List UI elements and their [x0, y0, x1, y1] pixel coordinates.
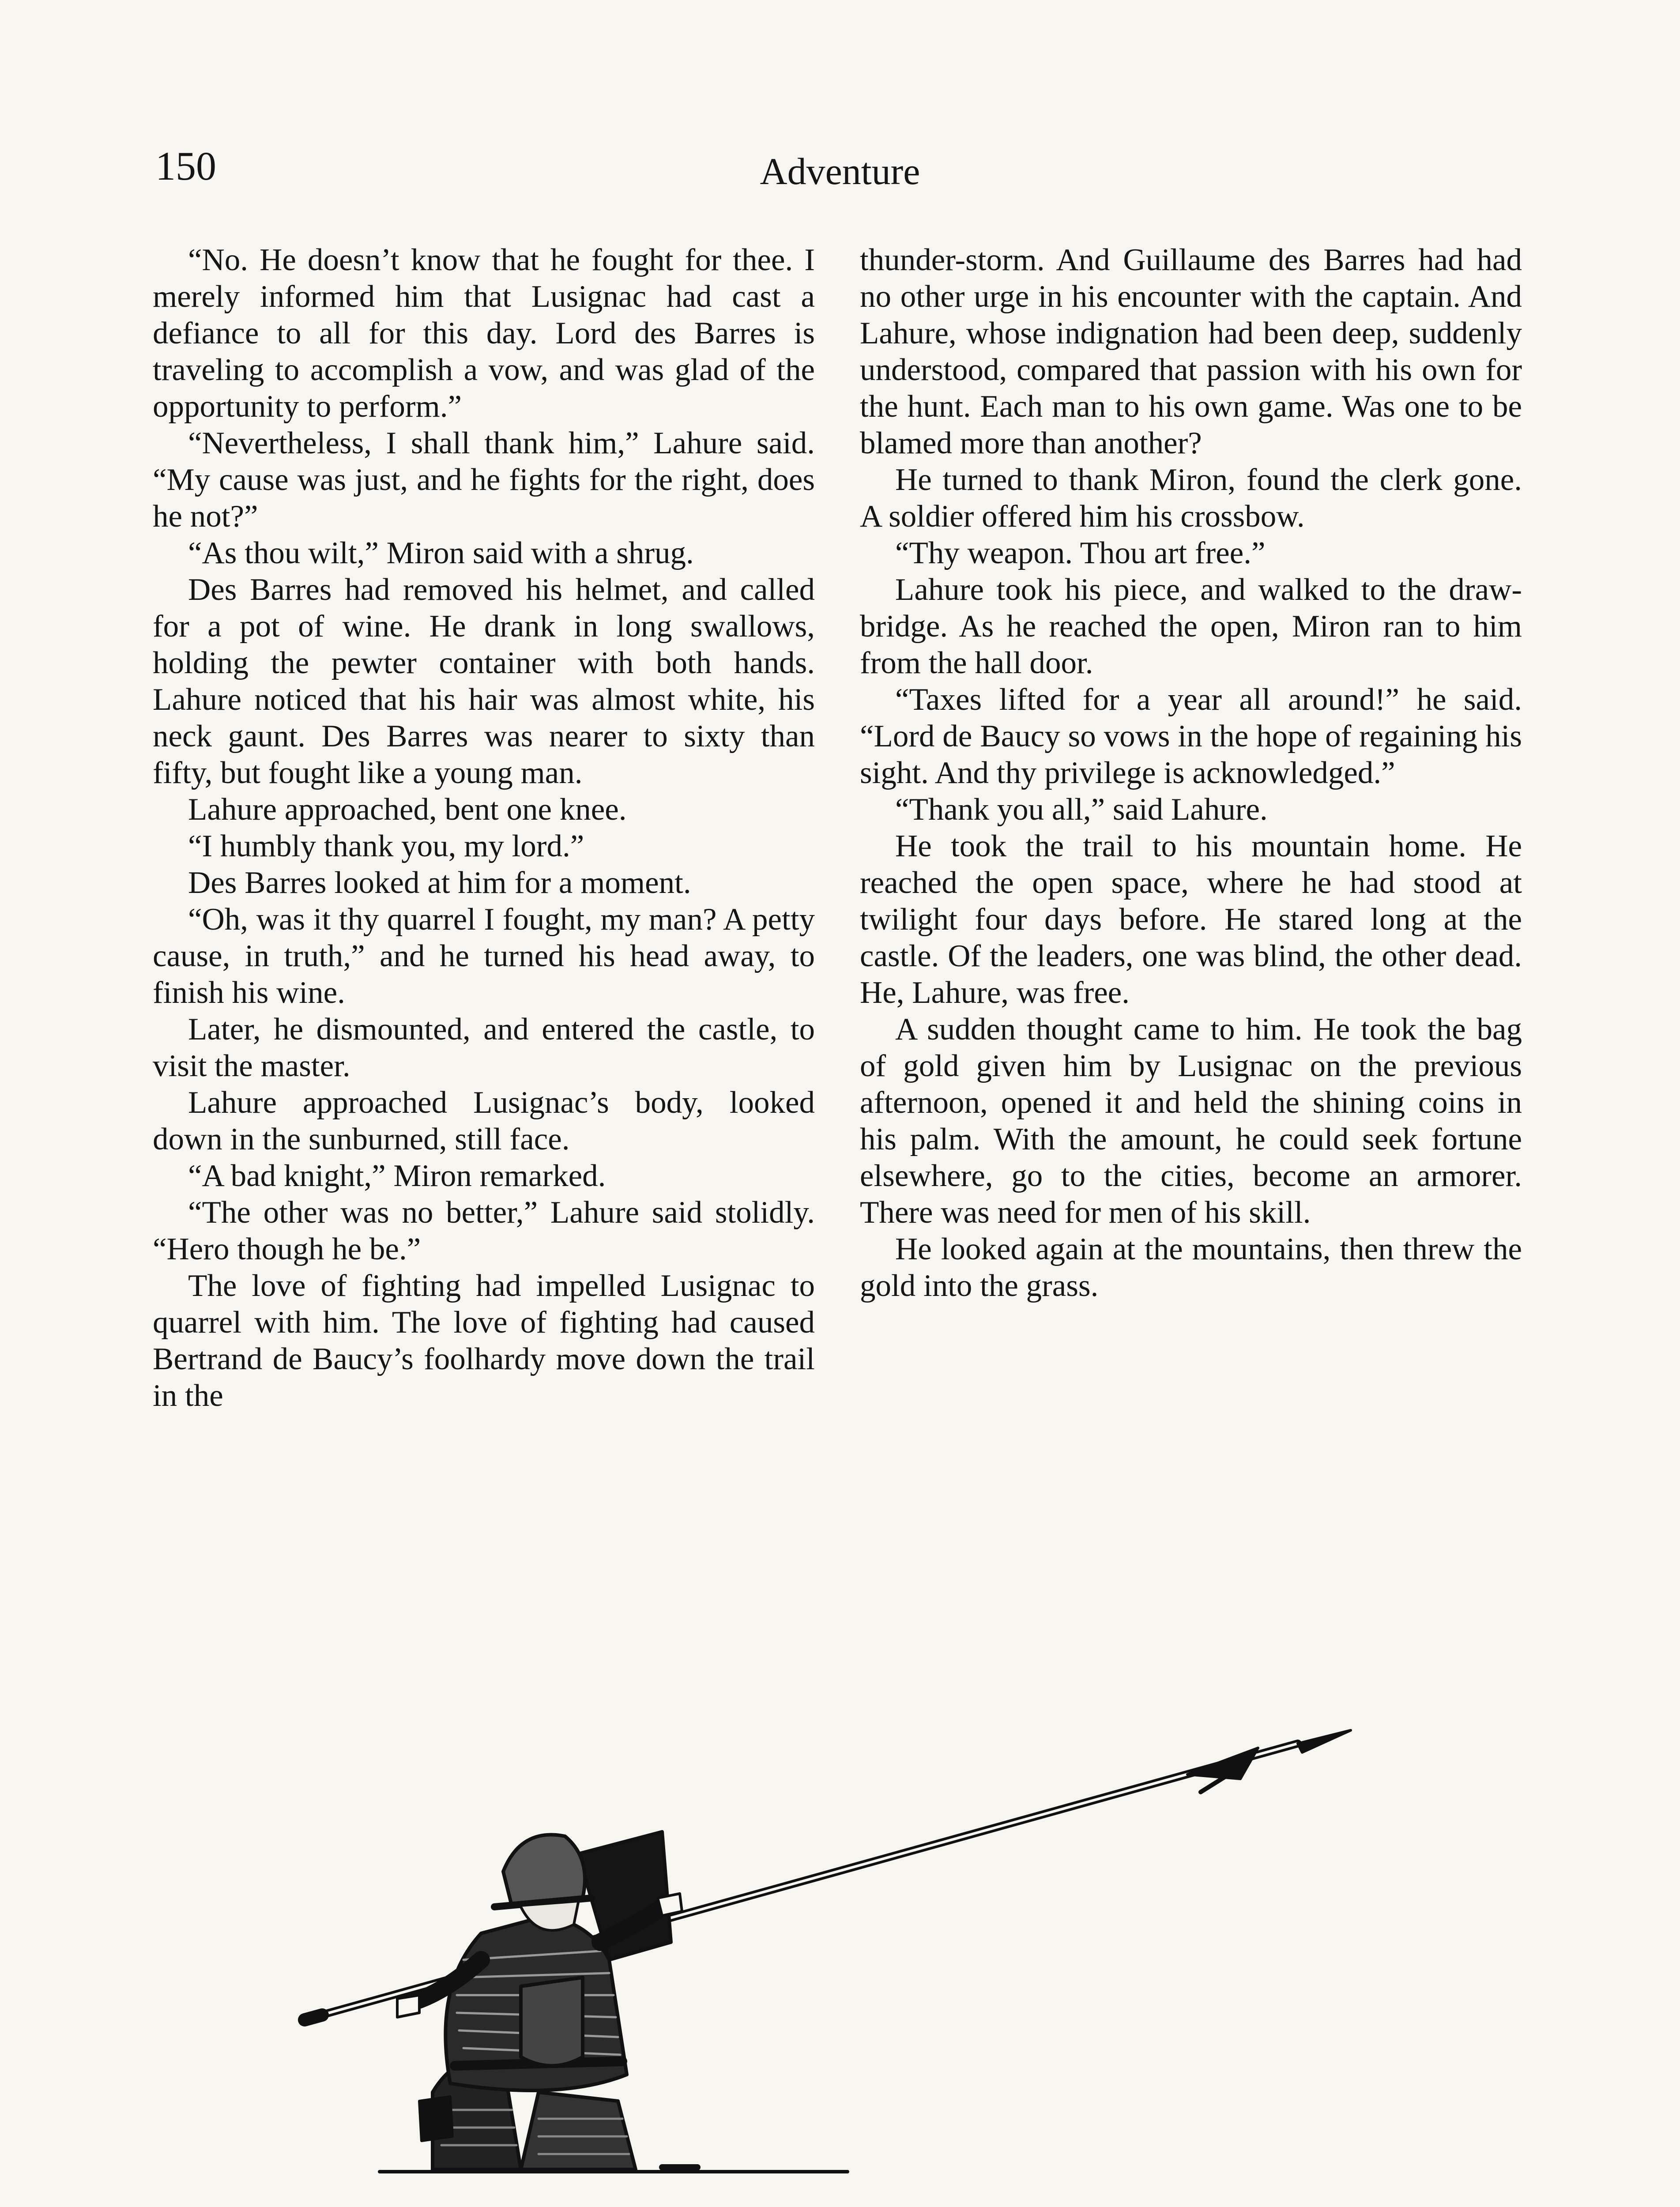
paragraph: Later, he dismounted, and entered the castle, to visit the master.: [153, 1012, 815, 1083]
paragraph: “The other was no better,” Lahure said stolidly. “Hero though he be.”: [153, 1195, 815, 1266]
paragraph: “Taxes lifted for a year all around!” he said. “Lord de Baucy so vows in the hope of regaining his sight. And thy privilege is acknowledged.”: [860, 682, 1522, 790]
paragraph: “No. He doesn’t know that he fought for thee. I merely informed him that Lusignac had cast a defiance to all for this day. Lord des Barres is traveling to accomplish a vow, and was glad of the opportunity to perform.”: [153, 243, 815, 424]
paragraph: “I humbly thank you, my lord.”: [188, 829, 584, 863]
paragraph: He looked again at the mountains, then threw the gold into the grass.: [860, 1232, 1522, 1303]
paragraph: “Thy weapon. Thou art free.”: [895, 536, 1266, 570]
page-number: 150: [155, 143, 216, 188]
text-column-right: [860, 242, 1522, 1304]
pikeman-illustration: [274, 1713, 1395, 2207]
paragraph: He turned to thank Miron, found the clerk gone. A soldier offered him his crossbow.: [860, 463, 1522, 534]
running-head: Adventure: [760, 150, 920, 192]
paragraph: thunder-storm. And Guillaume des Barres had had no other urge in his encounter with the captain. And Lahure, whose indignation had been deep, suddenly understood, compared that passion with his own for the hunt. Each man to his own game. Was one to be blamed more than another?: [860, 243, 1522, 460]
paragraph: Des Barres had removed his helmet, and called for a pot of wine. He drank in long swallows, holding the pewter container with both hands. Lahure noticed that his hair was almost white, his neck gaunt. Des Barres was nearer to sixty than fifty, but fought like a young man.: [153, 572, 815, 790]
paragraph: Lahure approached Lusignac’s body, looked down in the sunburned, still face.: [153, 1085, 815, 1156]
paragraph: Lahure took his piece, and walked to the draw-bridge. As he reached the open, Miron ran to him from the hall door.: [860, 572, 1522, 680]
paragraph: Des Barres looked at him for a moment.: [188, 866, 691, 900]
paragraph: The love of fighting had impelled Lusignac to quarrel with him. The love of fighting had caused Bertrand de Baucy’s foolhardy move down the trail in the: [153, 1269, 815, 1413]
paragraph: “Oh, was it thy quarrel I fought, my man? A petty cause, in truth,” and he turned his head away, to finish his wine.: [153, 902, 815, 1010]
paragraph: Lahure approached, bent one knee.: [188, 792, 627, 827]
paragraph: “A bad knight,” Miron remarked.: [188, 1159, 606, 1193]
paragraph: “Thank you all,” said Lahure.: [895, 792, 1268, 827]
text-column-left: [153, 242, 815, 1414]
paragraph: A sudden thought came to him. He took the bag of gold given him by Lusignac on the previous afternoon, opened it and held the shining coins in his palm. With the amount, he could seek fortune elsewhere, go to the cities, become an armorer. There was need for men of his skill.: [860, 1012, 1522, 1230]
paragraph: He took the trail to his mountain home. He reached the open space, where he had stood at twilight four days before. He stared long at the castle. Of the leaders, one was blind, the other dead. He, Lahure, was free.: [860, 829, 1522, 1010]
paragraph: “As thou wilt,” Miron said with a shrug.: [188, 536, 694, 570]
paragraph: “Nevertheless, I shall thank him,” Lahure said. “My cause was just, and he fights for the right, does he not?”: [153, 426, 815, 534]
